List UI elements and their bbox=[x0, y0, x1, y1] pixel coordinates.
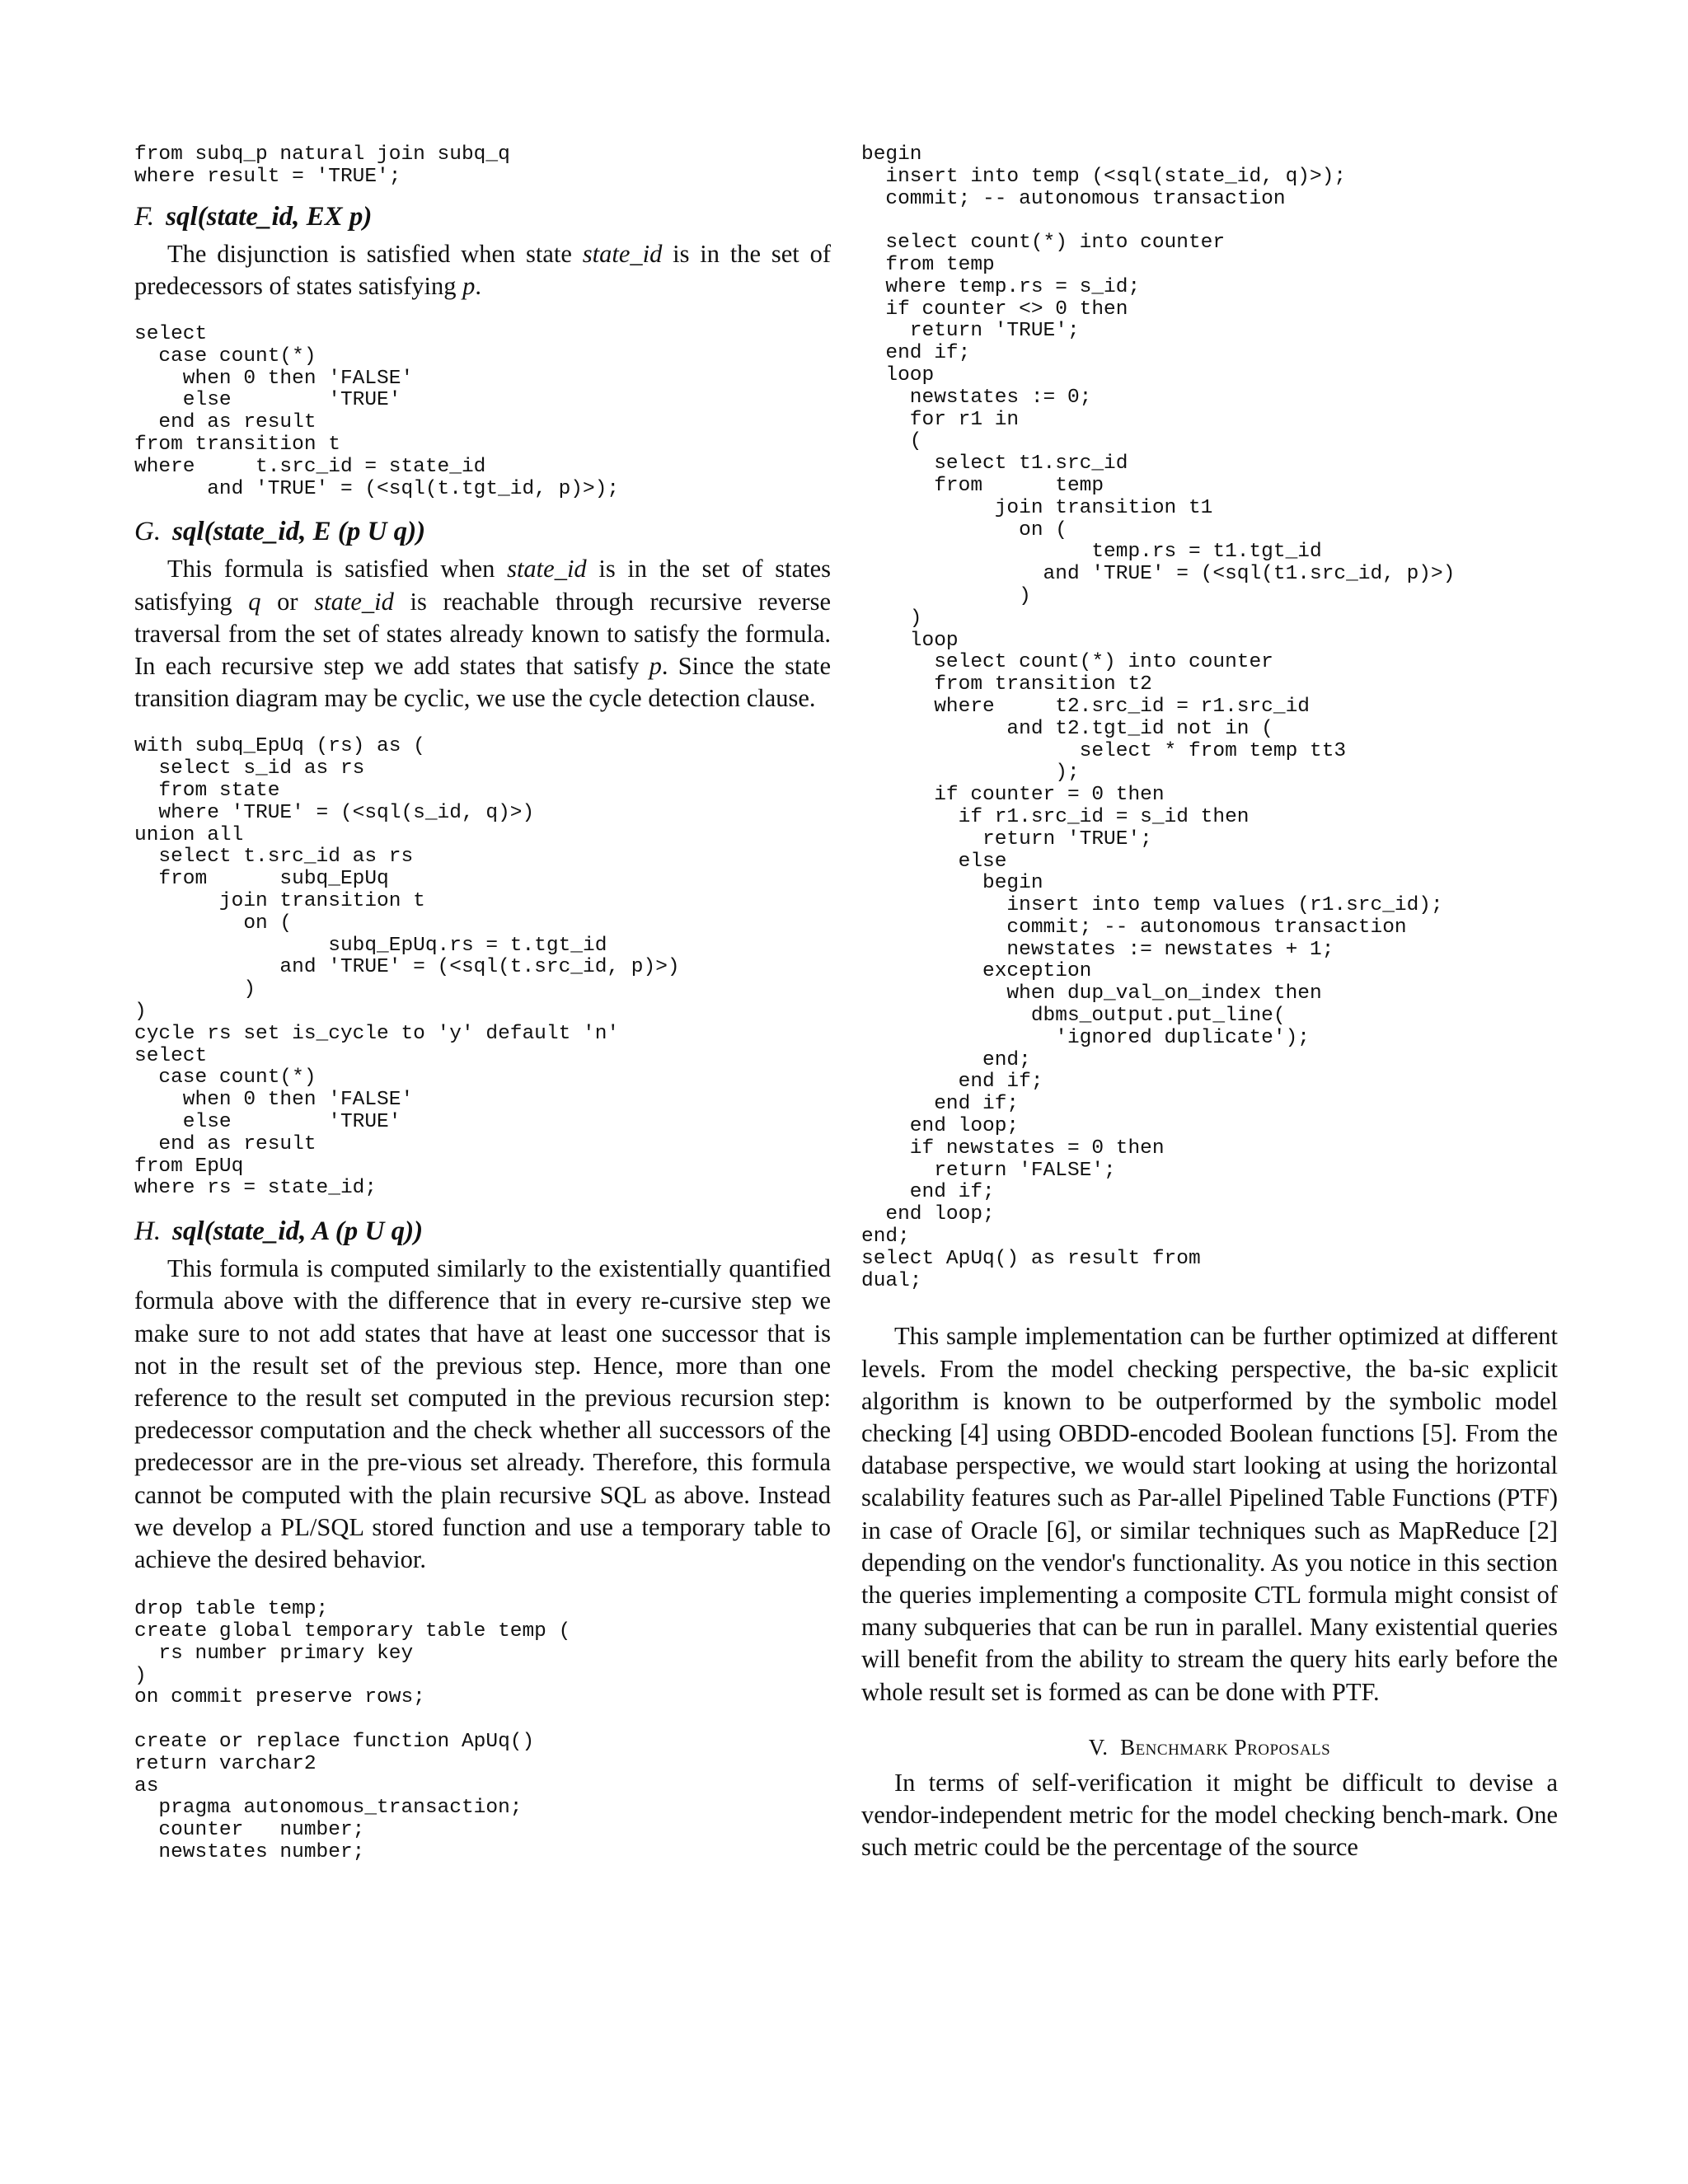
section-g-title: sql(state_id, E (p U q)) bbox=[172, 517, 426, 547]
section-f-paragraph: The disjunction is satisfied when state state_id is in the set of predecessors of states satisfying p. bbox=[134, 239, 831, 300]
section-f-heading bbox=[134, 200, 831, 233]
code-block-h: drop table temp; create global temporary table temp ( rs number primary key ) on commit preserve rows; create or replace function ApUq() return varchar2 as pragma autonomous_transaction; counter number; newstates number; bbox=[134, 1598, 571, 1863]
code-block-g: with subq_EpUq (rs) as ( select s_id as rs from state where 'TRUE' = (<sql(s_id, q)>) union all select t.src_id as rs from subq_EpUq join transition t on ( subq_EpUq.rs = t.tgt_id and 'TRUE' = (<sql(t.src_id, p)>) ) ) cycle rs set is_cycle to 'y' default 'n' select case count(*) when 0 then 'FALSE' else 'TRUE' end as result from EpUq where rs = state_id; bbox=[134, 735, 680, 1200]
section-v-title: Benchmark Proposals bbox=[1120, 1734, 1331, 1760]
optimization-paragraph: This sample implementation can be further optimized at different levels. From the model checking perspective, the ba-sic explicit algorithm is known to be outperformed by the symbolic model checking [4] using OBDD-encoded Boolean functions [5]. From the database perspective, we would start looking at using the horizontal scalability features such as Par-allel Pipelined Table Functions (PTF) in case of Oracle [6], or similar techniques such as MapReduce [2] depending on the vendor's functionality. As you notice in this section the queries implementing a composite CTL formula might consist of many subqueries that can be run in parallel. Many existential queries will benefit from the ability to stream the query hits early before the whole result set is formed as can be done with PTF. bbox=[861, 1322, 1558, 1706]
section-h-paragraph: This formula is computed similarly to the existentially quantified formula above with the difference that in every re-cursive step we make sure to not add states that have at least one successor that is not in the result set of the previous step. Hence, more than one reference to the result set computed in the previous recursion step: predecessor computation and the check whether all successors of the predecessor are in the pre-vious set already. Therefore, this formula cannot be computed with the plain recursive SQL as above. Instead we develop a PL/SQL stored function and use a temporary table to achieve the desired behavior. bbox=[134, 1254, 831, 1573]
code-block-f: select case count(*) when 0 then 'FALSE' else 'TRUE' end as result from transition t where t.src_id = state_id and 'TRUE' = (<sql(t.tgt_id, p)>); bbox=[134, 323, 620, 500]
section-v-number: V. bbox=[1088, 1734, 1109, 1760]
section-v-heading bbox=[861, 1735, 1558, 1760]
section-g-paragraph: This formula is satisfied when state_id is in the set of states satisfying q or state_id is reachable through recursive reverse traversal from the set of states already known to satisfy the formula. In each recursive step we add states that satisfy p. Since the state transition diagram may be cyclic, we use the cycle detection clause. bbox=[134, 555, 831, 713]
section-f-title: sql(state_id, EX p) bbox=[166, 201, 373, 232]
code-block-top: from subq_p natural join subq_q where result = 'TRUE'; bbox=[134, 143, 510, 188]
benchmark-paragraph: In terms of self-verification it might be difficult to devise a vendor-independent metric for the model checking bench-mark. One such metric could be the percentage of the source bbox=[861, 1768, 1558, 1862]
section-g-number: G. bbox=[134, 517, 162, 547]
section-g-heading bbox=[134, 515, 831, 548]
section-h-number: H. bbox=[134, 1216, 162, 1247]
right-column bbox=[861, 144, 1558, 1863]
left-column bbox=[134, 144, 831, 1864]
section-f-number: F. bbox=[134, 201, 155, 232]
section-h-title: sql(state_id, A (p U q)) bbox=[172, 1216, 424, 1247]
section-h-heading bbox=[134, 1215, 831, 1248]
code-block-right: begin insert into temp (<sql(state_id, q)>); commit; -- autonomous transaction select count(*) into counter from temp where temp.rs = s_id; if counter <> 0 then return 'TRUE'; end if; loop newstates := 0; for r1 in ( select t1.src_id from temp join transition t1 on ( temp.rs = t1.tgt_id and 'TRUE' = (<sql(t1.src_id, p)>) ) ) loop select count(*) into counter from transition t2 where t2.src_id = r1.src_id and t2.tgt_id not in ( select * from temp tt3 ); if counter = 0 then if r1.src_id = s_id then return 'TRUE'; else begin insert into temp values (r1.src_id); commit; -- autonomous transaction newstates := newstates + 1; exception when dup_val_on_index then dbms_output.put_line( 'ignored duplicate'); end; end if; end if; end loop; if newstates = 0 then return 'FALSE'; end if; end loop; end; select ApUq() as result from dual; bbox=[861, 143, 1456, 1292]
